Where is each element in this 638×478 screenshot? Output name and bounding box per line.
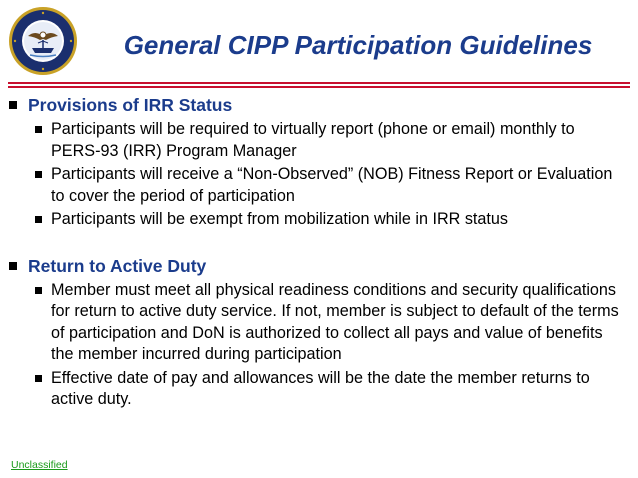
section-spacer [8, 233, 628, 253]
section-return-active-duty [8, 255, 628, 411]
list-item-text: Participants will be required to virtually report (phone or email) monthly to PERS-93 (IRR) Program Manager [51, 120, 575, 160]
section-heading [8, 255, 628, 277]
section-heading-text: Provisions of IRR Status [28, 95, 233, 115]
navy-seal-icon [8, 6, 78, 76]
list-item [8, 164, 628, 207]
list-item-text: Participants will receive a “Non-Observed” (NOB) Fitness Report or Evaluation to cover the period of participation [51, 165, 613, 205]
slide-body [8, 92, 628, 413]
page-title: General CIPP Participation Guidelines [123, 30, 593, 60]
list-item [8, 368, 628, 411]
section-heading [8, 94, 628, 116]
list-item [8, 280, 628, 366]
title-divider-secondary [8, 86, 630, 88]
list-item [8, 209, 628, 231]
square-bullet-icon [9, 262, 17, 270]
classification-footer: Unclassified [11, 459, 68, 471]
square-bullet-icon [9, 101, 17, 109]
square-bullet-icon [35, 287, 42, 294]
section-heading-text: Return to Active Duty [28, 255, 207, 276]
section-irr-status [8, 94, 628, 231]
list-item-text: Effective date of pay and allowances will be the date the member returns to active duty. [51, 368, 590, 408]
square-bullet-icon [35, 126, 42, 133]
square-bullet-icon [35, 171, 42, 178]
square-bullet-icon [35, 375, 42, 382]
square-bullet-icon [35, 216, 42, 223]
list-item-text: Member must meet all physical readiness conditions and security qualifications for return to active duty service. If not, member is subject to default of the terms of participation and DoN is authorized to collect all pays and value of benefits the member incurred during participation [51, 280, 619, 363]
title-divider [8, 82, 630, 84]
list-item [8, 119, 628, 162]
list-item-text: Participants will be exempt from mobilization while in IRR status [51, 210, 509, 228]
